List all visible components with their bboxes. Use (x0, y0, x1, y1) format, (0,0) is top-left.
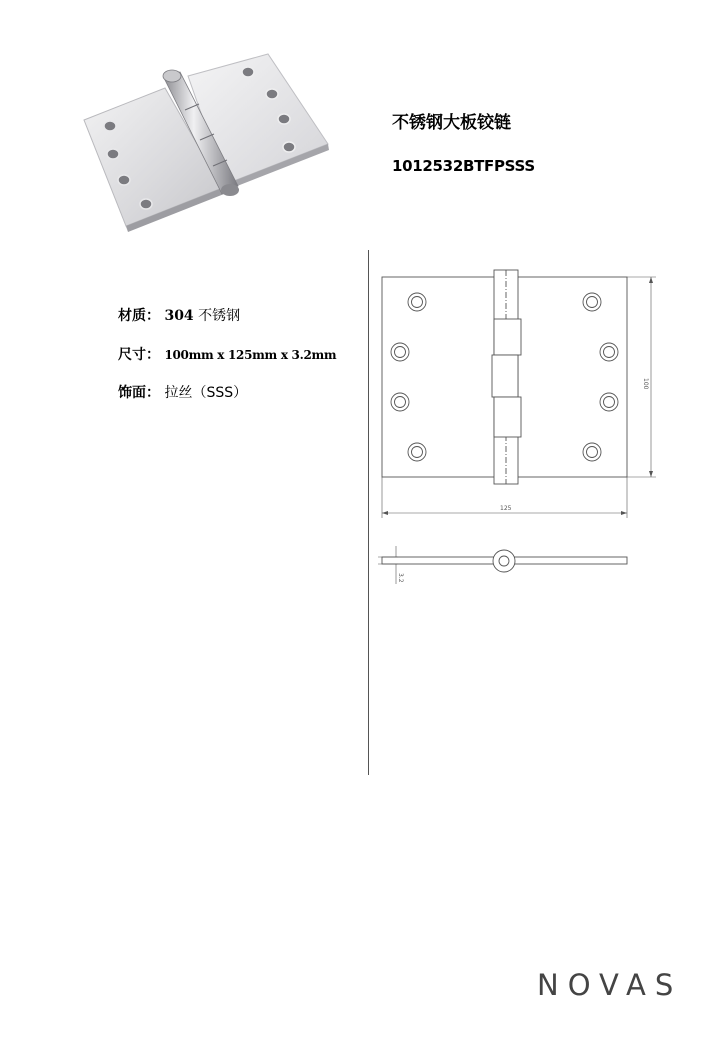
spec-material-grade: 304 (164, 308, 194, 324)
thickness-dimension-label: 3.2 (397, 573, 404, 583)
hinge-side-drawing (376, 540, 636, 590)
spec-material-label: 材质： (118, 308, 160, 324)
spec-finish-label: 饰面： (118, 385, 160, 401)
spec-size (118, 344, 336, 364)
product-title: 不锈钢大板铰链 (392, 113, 511, 133)
height-dimension-label: 100 (642, 378, 649, 390)
spec-material (118, 305, 240, 325)
product-code: 1012532BTFPSSS (392, 157, 535, 175)
brand-logo: NOVAS (537, 968, 683, 1002)
spec-finish-value: 拉丝（SSS） (164, 385, 248, 401)
spec-material-value: 不锈钢 (198, 308, 241, 324)
spec-size-label: 尺寸： (118, 347, 160, 363)
width-dimension-label: 125 (500, 505, 512, 512)
hinge-front-drawing (376, 262, 666, 524)
hinge-photo (80, 48, 340, 238)
spec-finish (118, 382, 247, 402)
spec-size-value: 100mm x 125mm x 3.2mm (164, 348, 337, 362)
vertical-divider (368, 250, 369, 775)
